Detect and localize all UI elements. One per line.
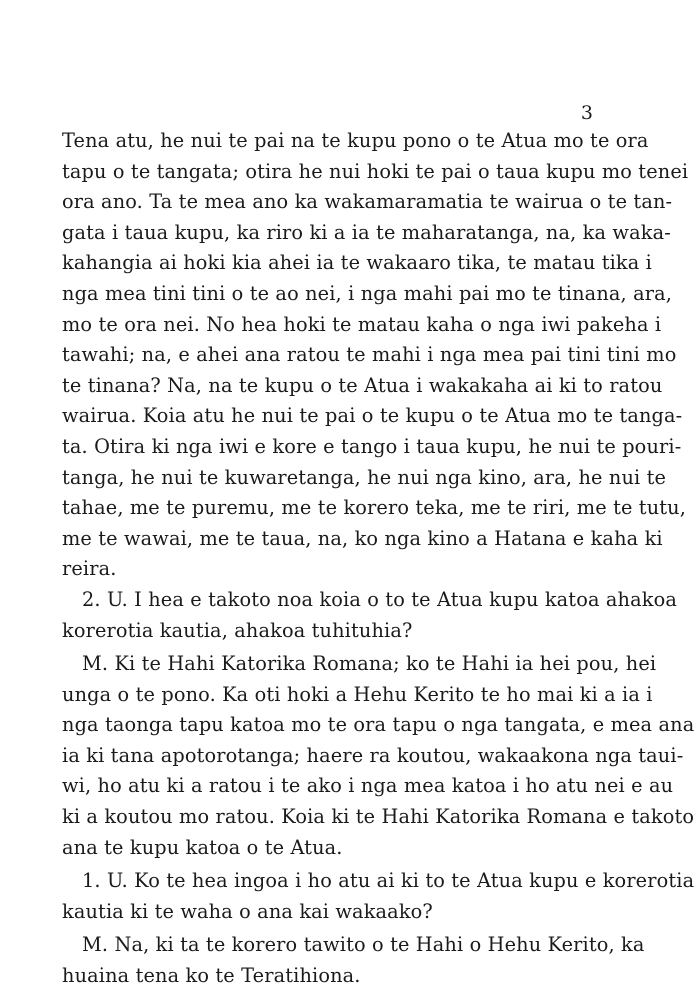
page-number: 3 (580, 102, 593, 124)
text-line: reira. (62, 557, 117, 581)
answer-line: unga o te pono. Ka oti hoki a Hehu Kerito te ho mai ki a ia i (62, 682, 653, 706)
question-line: 1. U. Ko te hea ingoa i ho atu ai ki to te Atua kupu e korerotia (82, 869, 695, 893)
text-line: me te wawai, me te taua, na, ko nga kino a Hatana e kaha ki (62, 526, 663, 550)
text-line: ora ano. Ta te mea ano ka wakamaramatia te wairua o te tan- (62, 190, 673, 214)
answer-line: nga taonga tapu katoa mo te ora tapu o nga tangata, e mea ana (62, 713, 695, 737)
text-line: tapu o te tangata; otira he nui hoki te pai o taua kupu mo tenei (62, 159, 689, 183)
answer-line: ana te kupu katoa o te Atua. (62, 835, 343, 859)
text-line: gata i taua kupu, ka riro ki a ia te maharatanga, na, ka waka- (62, 220, 671, 244)
body-text (62, 126, 695, 992)
answer-line: ia ki tana apotorotanga; haere ra koutou, wakaakona nga taui- (62, 743, 684, 767)
text-line: tanga, he nui te kuwaretanga, he nui nga kino, ara, he nui te (62, 465, 667, 489)
text-line: kahangia ai hoki kia ahei ia te wakaaro tika, te matau tika i (62, 251, 652, 275)
answer-line: ki a koutou mo ratou. Koia ki te Hahi Katorika Romana e takoto (62, 805, 695, 829)
text-line: ta. Otira ki nga iwi e kore e tango i taua kupu, he nui te pouri- (62, 434, 682, 458)
question-line: 2. U. I hea e takoto noa koia o to te Atua kupu katoa ahakoa (82, 587, 677, 611)
text-line: te tinana? Na, na te kupu o te Atua i wakakaha ai ki to ratou (62, 373, 663, 397)
question-line: korerotia kautia, ahakoa tuhituhia? (62, 618, 413, 642)
answer-line: wi, ho atu ki a ratou i te ako i nga mea katoa i ho atu nei e au (62, 774, 674, 798)
text-line: Tena atu, he nui te pai na te kupu pono o te Atua mo te ora (62, 129, 649, 152)
question-line: kautia ki te waha o ana kai wakaako? (62, 899, 433, 923)
text-line: tahae, me te puremu, me te korero teka, me te riri, me te tutu, (62, 496, 687, 520)
text-line: nga mea tini tini o te ao nei, i nga mahi pai mo te tinana, ara, (62, 281, 673, 305)
text-line: wairua. Koia atu he nui te pai o te kupu o te Atua mo te tanga- (62, 404, 683, 428)
answer-line: M. Ki te Hahi Katorika Romana; ko te Hahi ia hei pou, hei (82, 652, 657, 676)
text-line: tawahi; na, e ahei ana ratou te mahi i nga mea pai tini tini mo (62, 343, 677, 367)
answer-line: huaina tena ko te Teratihiona. (62, 964, 361, 988)
text-line: mo te ora nei. No hea hoki te matau kaha o nga iwi pakeha i (62, 312, 662, 336)
answer-line: M. Na, ki ta te korero tawito o te Hahi o Hehu Kerito, ka (82, 933, 645, 957)
